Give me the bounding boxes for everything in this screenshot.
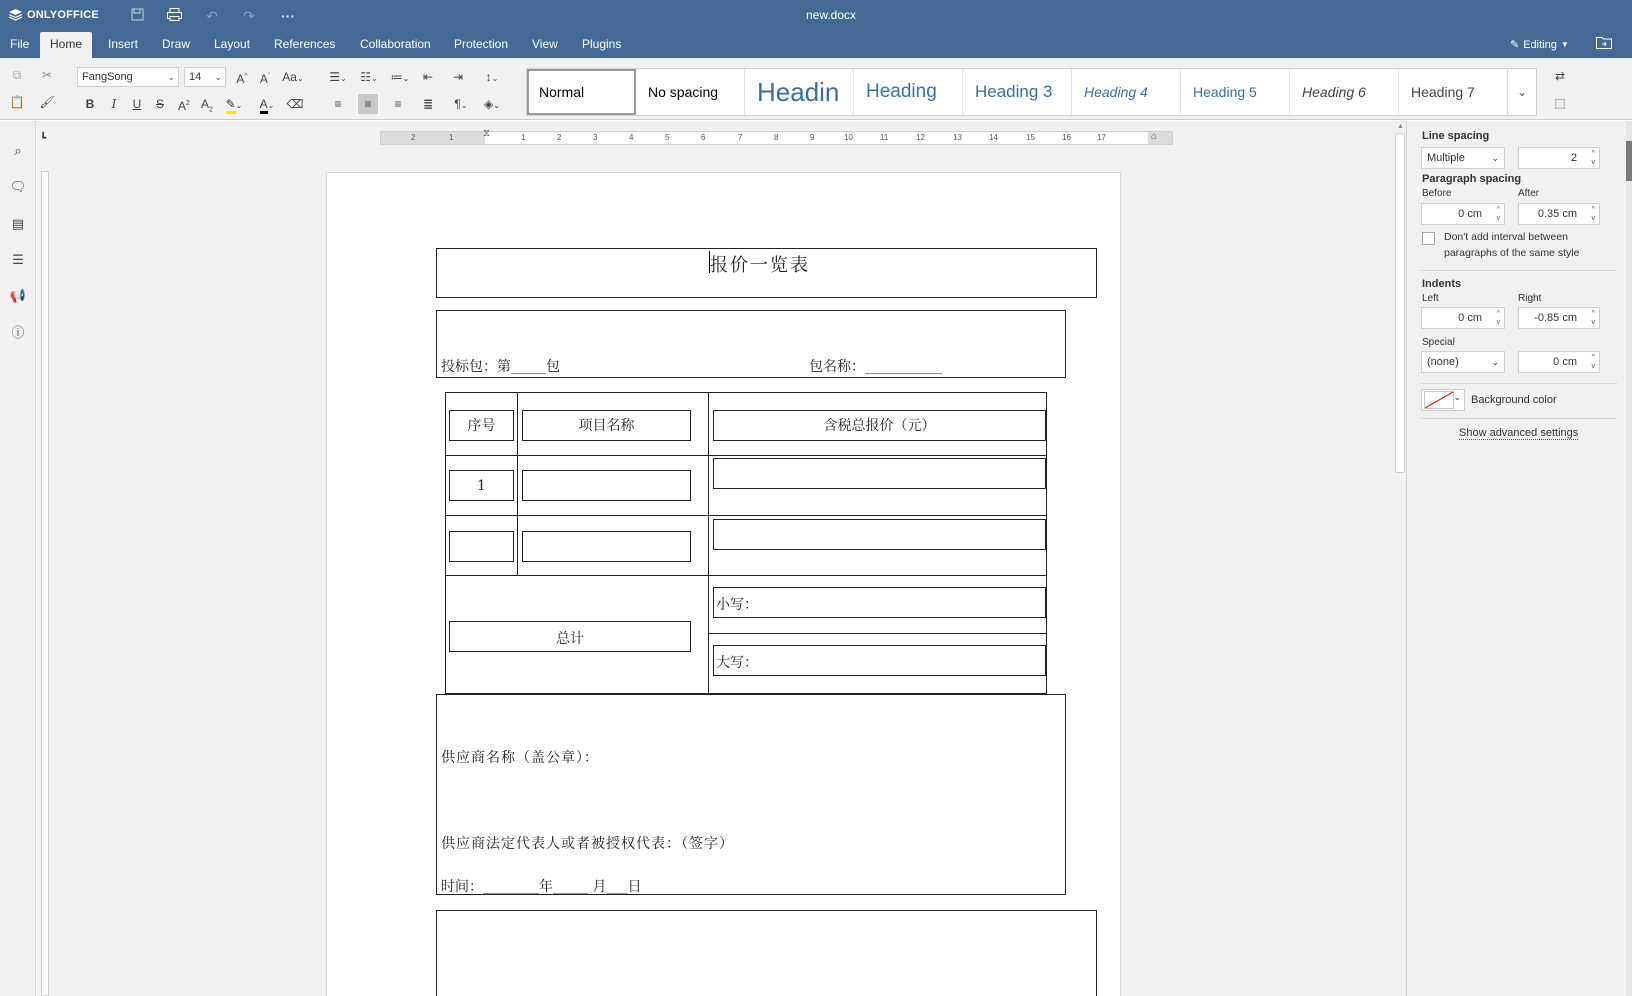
spinner-arrows-icon[interactable]: ^ v [1591,150,1595,166]
first-line-indent-marker[interactable]: ⧖ [483,128,491,139]
spinner-arrows-icon[interactable]: ^ v [1591,354,1595,370]
change-style-icon[interactable]: ⇄ [1554,69,1566,83]
open-file-location-icon[interactable] [1596,36,1612,52]
tab-view[interactable]: View [532,37,558,51]
align-right-icon[interactable]: ≡ [394,97,402,111]
chevron-down-icon: ⌄ [1453,392,1461,402]
redo-icon[interactable]: ↷ [243,8,255,24]
font-color-icon[interactable]: A⌄ [253,94,281,114]
row1-no-cell[interactable]: 1 [449,470,514,501]
table-row-divider [445,575,1047,576]
chevron-down-icon: ⌄ [1491,357,1499,367]
chevron-down-icon: ⌄ [1491,153,1499,163]
before-label: Before [1422,188,1452,199]
title-bar [0,0,1632,32]
font-name-value: FangSong [82,71,133,83]
ruler-number: 16 [1062,133,1071,142]
after-label: After [1518,188,1540,199]
chat-icon[interactable]: ▤ [11,216,25,231]
ruler-number: 3 [593,133,598,142]
representative-text: 供应商法定代表人或者被授权代表：（签字） [441,836,734,852]
spinner-arrows-icon[interactable]: ^ v [1591,310,1595,326]
superscript-icon[interactable]: $A^2$ [178,99,190,113]
paragraph-spacing-heading: Paragraph spacing [1422,173,1522,185]
style-heading-6[interactable]: Heading 6 [1290,69,1399,115]
panel-separator [1421,383,1617,384]
font-size-value: 14 [189,71,202,83]
next-frame[interactable] [436,910,1097,996]
nonprinting-characters-icon[interactable]: ¶⌄ [454,97,468,111]
clear-formatting-icon[interactable]: ⌫ [286,97,304,111]
underline-icon[interactable]: U [132,97,142,111]
numbered-list-icon[interactable]: ☷⌄ [360,70,378,84]
italic-icon[interactable]: I [111,97,117,111]
line-spacing-icon[interactable]: ↕⌄ [485,70,499,84]
tab-insert[interactable]: Insert [108,37,139,51]
vertical-ruler-track [41,171,49,996]
indents-heading: Indents [1422,278,1462,290]
tab-references[interactable]: References [274,37,336,51]
ruler-number: 10 [844,133,853,142]
ruler-number: 14 [989,133,998,142]
editing-mode-button[interactable] [1510,36,1569,54]
date-text: 时间：________年_____ 月___日 [441,879,642,895]
style-gallery [526,68,1509,116]
format-painter-icon[interactable]: 🖌 [39,95,55,109]
align-center-icon[interactable]: ≡ [358,94,378,114]
style-normal[interactable]: Normal [527,69,636,115]
ruler-number: 4 [629,133,634,142]
tab-stop-selector[interactable]: ┗ [40,133,47,144]
special-indent-amount-input[interactable] [1518,351,1600,373]
total-cell[interactable]: 总计 [449,621,691,652]
justify-icon[interactable]: ≣ [422,97,434,111]
horizontal-ruler[interactable] [380,128,1173,145]
show-advanced-settings-link[interactable]: Show advanced settings [1459,427,1579,439]
chevron-down-icon: ⌄ [1516,85,1528,99]
editing-label: Editing [1523,39,1557,51]
style-heading-1[interactable]: Headin [745,69,854,115]
ruler-number: 2 [411,133,416,142]
spacing-before-input[interactable] [1421,203,1505,225]
ruler-number: 15 [1026,133,1035,142]
supplier-name-text: 供应商名称（盖公章）： [441,750,599,766]
line-spacing-type-value: Multiple [1427,152,1465,164]
ruler-number: 1 [521,133,526,142]
paragraph-settings-tab[interactable] [1626,141,1632,181]
ruler-number: 7 [738,133,743,142]
panel-separator [1421,270,1617,271]
row2-price-cell[interactable] [713,519,1046,550]
align-left-icon[interactable]: ≡ [334,97,342,111]
tab-file[interactable]: File [10,37,30,51]
bullet-list-icon[interactable]: ☰⌄ [329,70,347,84]
bold-icon[interactable]: B [85,97,95,111]
right-panel-tabs [1626,121,1632,996]
style-heading-3[interactable]: Heading 3 [963,69,1072,115]
undo-icon[interactable]: ↶ [206,8,218,24]
highlight-color-icon[interactable]: ✎⌄ [220,94,248,114]
ruler-number: 1 [449,133,454,142]
header-name-cell[interactable]: 项目名称 [522,410,691,441]
cut-icon[interactable]: ✂ [41,68,53,82]
spinner-arrows-icon[interactable]: ^ v [1591,206,1595,222]
style-heading-4[interactable]: Heading 4 [1072,69,1181,115]
table-col-divider [708,392,709,694]
tab-plugins[interactable]: Plugins [582,37,622,51]
font-size-select[interactable] [184,67,226,87]
document-canvas[interactable] [54,155,1394,996]
spacing-before-value: 0 cm [1458,208,1482,220]
uppercase-amount-cell[interactable]: 大写： [713,645,1046,676]
dont-add-interval-label-2: paragraphs of the same style [1444,247,1580,259]
table-col-divider [517,392,518,575]
paste-icon[interactable]: 📋 [9,95,25,109]
ruler-number: 2 [557,133,562,142]
spacing-after-input[interactable] [1518,203,1600,225]
vertical-ruler [36,121,54,996]
ruler-number: 5 [665,133,670,142]
menu-bar [0,32,1632,58]
background-color-picker[interactable] [1421,389,1465,411]
style-no-spacing[interactable]: No spacing [636,69,745,115]
font-name-select[interactable] [77,67,179,87]
line-spacing-value-input[interactable] [1518,147,1600,169]
tab-protection[interactable]: Protection [454,37,509,51]
special-indent-label: Special [1422,337,1455,348]
row1-name-cell[interactable] [522,470,691,501]
row2-no-cell[interactable] [449,531,514,562]
document-page[interactable] [326,172,1121,996]
header-price-cell[interactable]: 含税总报价（元） [713,410,1046,441]
chevron-down-icon: ▼ [1560,40,1569,49]
scrollbar-thumb[interactable] [1395,133,1405,473]
document-title: new.docx [805,8,857,22]
tab-home[interactable]: Home [40,32,92,58]
row2-name-cell[interactable] [522,531,691,562]
navigation-icon[interactable]: ☰ [12,252,24,267]
tab-collaboration[interactable]: Collaboration [360,37,431,51]
ruler-number: 11 [880,133,889,142]
copy-icon[interactable]: ⧉ [12,68,22,82]
change-case-icon[interactable]: Aa⌄ [282,70,304,84]
style-heading-7[interactable]: Heading 7 [1399,69,1508,115]
comments-icon[interactable]: 🗨 [9,179,27,194]
chevron-down-icon: ⌄ [214,72,222,82]
more-icon[interactable]: ··· [281,8,295,24]
paragraph-settings-panel [1406,121,1632,996]
left-sidebar [0,121,36,996]
special-indent-value: (none) [1427,356,1459,368]
vertical-scrollbar[interactable] [1394,121,1406,996]
ruler-number: 13 [953,133,962,142]
left-indent-label: Left [1422,293,1439,304]
ruler-number: 8 [774,133,779,142]
style-heading-5[interactable]: Heading 5 [1181,69,1290,115]
ruler-left-margin [381,132,485,144]
line-spacing-value: 2 [1570,152,1577,164]
dont-add-interval-checkbox[interactable] [1422,232,1435,245]
increase-indent-icon[interactable]: ⇥ [452,70,464,84]
background-color-label: Background color [1471,394,1557,406]
table-row-divider [445,455,1047,456]
scroll-up-icon[interactable]: ▲ [1397,123,1404,130]
pencil-icon: ✎ [1510,39,1520,51]
ruler-number: 12 [916,133,925,142]
no-color-swatch-icon [1424,391,1454,409]
special-indent-amount: 0 cm [1553,356,1577,368]
row1-price-cell[interactable] [713,458,1046,489]
styles-expand-button[interactable] [1507,68,1537,116]
spinner-arrows-icon[interactable]: ^ v [1496,206,1500,222]
document-heading: 报价一览表 [710,255,810,276]
subscript-icon[interactable]: $A_2$ [201,97,213,114]
select-all-icon[interactable]: ⬚ [1554,96,1566,110]
left-indent-input[interactable] [1421,307,1505,329]
right-indent-value: -0.85 cm [1534,312,1577,324]
line-spacing-type-select[interactable] [1421,147,1505,169]
app-name: ONLYOFFICE [27,9,99,21]
supplier-frame[interactable] [436,694,1066,895]
paragraph-shading-icon[interactable]: ◈⌄ [484,97,500,111]
multilevel-list-icon[interactable]: ≔⌄ [390,70,410,84]
header-no-cell[interactable]: 序号 [449,410,514,441]
strikethrough-icon[interactable]: S [155,97,164,111]
lowercase-amount-cell[interactable]: 小写： [713,587,1046,618]
right-indent-input[interactable] [1518,307,1600,329]
feedback-icon[interactable]: 📢 [9,288,27,303]
increase-font-icon[interactable]: A^ [236,72,248,86]
special-indent-select[interactable] [1421,351,1505,373]
decrease-indent-icon[interactable]: ⇤ [422,70,434,84]
spacing-after-value: 0.35 cm [1537,208,1577,220]
package-name-text: 包名称：___________ [809,359,942,375]
tab-draw[interactable]: Draw [162,37,191,51]
right-indent-label: Right [1518,293,1542,304]
bid-package-text: 投标包：第_____包 [441,359,560,375]
table-row-divider [445,515,1047,516]
table-row-divider [708,633,1047,634]
chevron-down-icon: ⌄ [167,72,175,82]
right-indent-marker[interactable]: ⌂ [1151,131,1158,142]
ruler-number: 6 [701,133,706,142]
ruler-number: 17 [1097,133,1106,142]
about-icon[interactable]: ⓘ [11,325,25,340]
dont-add-interval-label: Don't add interval between [1444,231,1569,243]
style-heading-2[interactable]: Heading [854,69,963,115]
decrease-font-icon[interactable]: $A^ˇ$ [259,72,271,86]
panel-separator [1421,418,1617,419]
left-indent-value: 0 cm [1458,312,1482,324]
spinner-arrows-icon[interactable]: ^ v [1496,310,1500,326]
ruler-number: 9 [810,133,815,142]
search-icon[interactable]: ⌕ [14,143,22,158]
tab-layout[interactable]: Layout [214,37,251,51]
line-spacing-heading: Line spacing [1422,130,1490,142]
